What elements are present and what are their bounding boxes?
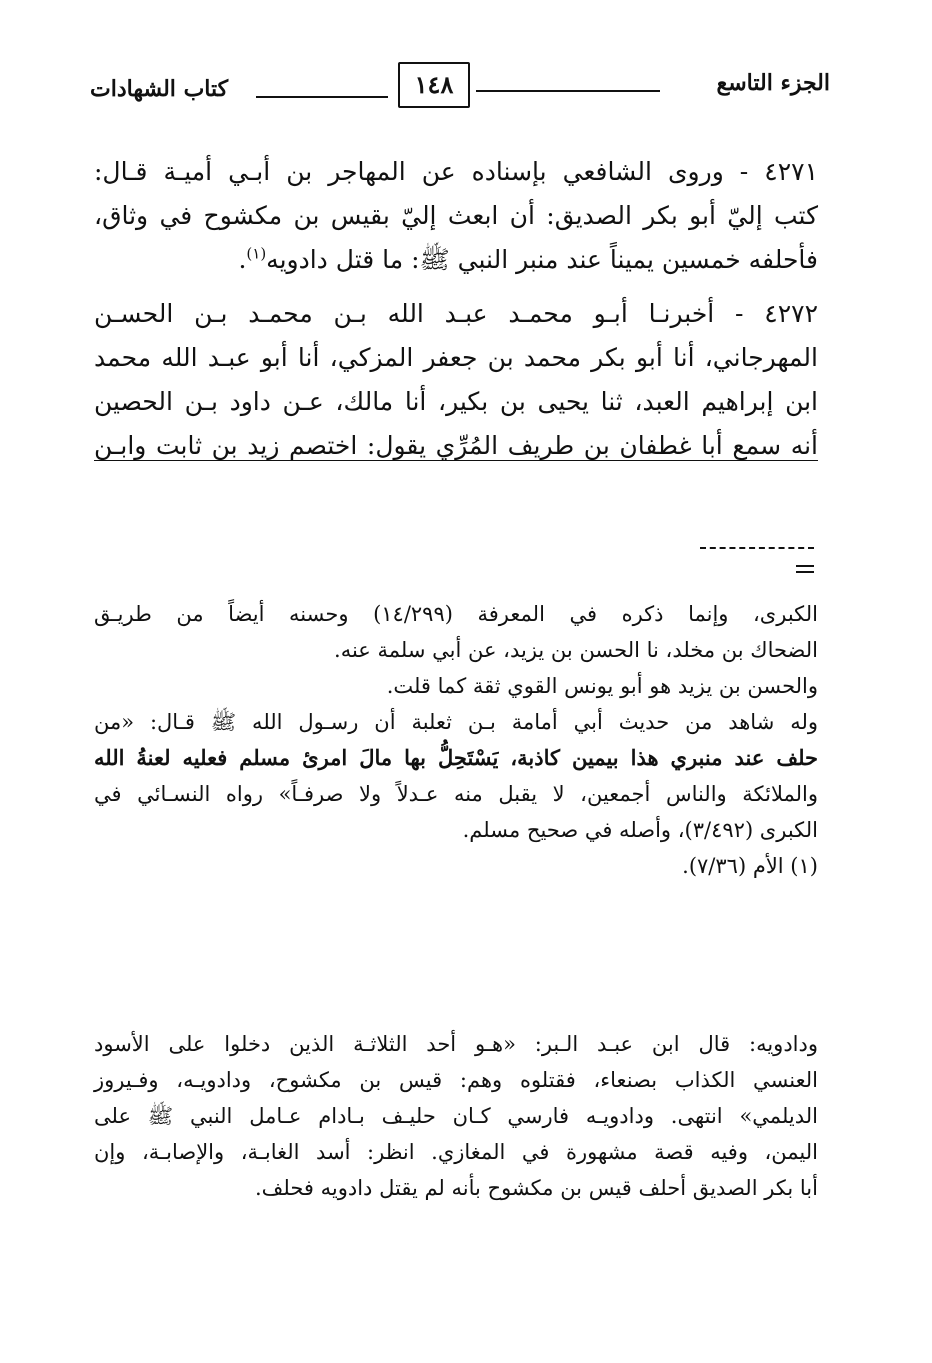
- volume-title: الجزء التاسع: [716, 70, 830, 96]
- footnote-marker: (١): [246, 244, 267, 263]
- equals-mark-bottom: [796, 571, 814, 573]
- footnote-rule: [700, 547, 814, 549]
- main-line-text: فأحلفه خمسين يميناً عند منبر النبي ﷺ: ما قتل دادويه: [266, 245, 818, 274]
- header-rule-left: [256, 96, 388, 98]
- note-line-bold: حلف عند منبري هذا بيمين كاذبة، يَسْتَحِلُّ بها مالَ امرئ مسلم فعليه لعنةُ الله: [94, 745, 818, 770]
- note-line: الكبرى، وإنما ذكره في المعرفة (١٤/٢٩٩) وحسنه أيضاً من طريـق: [94, 602, 818, 626]
- note-line: ودادويه: قال ابن عبـد الـبر: «هـو أحد الثلاثـة الذين دخلوا على الأسود: [94, 1032, 818, 1056]
- running-header: [90, 62, 830, 114]
- header-rule-right: [476, 90, 660, 92]
- note-line: الديلمي» انتهى. ودادويـه فارسي كـان حليـف بـادام عـامل النبي ﷺ على: [94, 1104, 818, 1128]
- note-line: العنسي الكذاب بصنعاء، فقتلوه وهم: قيس بن مكشوح، ودادويـه، وفـيروز: [94, 1068, 818, 1092]
- line-end-punctuation: .: [238, 245, 247, 274]
- note-line: الضحاك بن مخلد، نا الحسن بن يزيد، عن أبي سلمة عنه.: [334, 638, 818, 662]
- note-line: الكبرى (٣/٤٩٢)، وأصله في صحيح مسلم.: [462, 818, 818, 842]
- main-line: [94, 424, 818, 468]
- note-line: وله شاهد من حديث أبي أمامة بـن ثعلبة أن رسـول الله ﷺ قـال: «من: [94, 710, 818, 734]
- note-line: والملائكة والناس أجمعين، لا يقبل منه عـدلاً ولا صرفـاً» رواه النسـائي في: [94, 782, 818, 806]
- page-number: ١٤٨: [398, 62, 470, 108]
- note-dadawayh: [94, 1026, 818, 1206]
- note-line: اليمن، وفيه قصة مشهورة في المغازي. انظر: أسد الغابـة، والإصابـة، وإن: [94, 1140, 818, 1164]
- main-line: كتب إليّ أبو بكر الصديق: أن ابعث إليّ بقيس بن مكشوح في وثاق،: [94, 201, 818, 230]
- note-line: أبا بكر الصديق أحلف قيس بن مكشوح بأنه لم يقتل دادويه فحلف.: [254, 1176, 818, 1200]
- main-line: ابن إبراهيم العبد، ثنا يحيى بن بكير، أنا مالك، عـن داود بـن الحصين: [94, 387, 818, 416]
- main-line: ٤٢٧٢ - أخبرنـا أبـو محمـد عبـد الله بـن محمـد بـن الحسـن: [94, 299, 818, 328]
- footnotes-block: [94, 596, 818, 884]
- main-line: ٤٢٧١ - وروى الشافعي بإسناده عن المهاجر بن أبـي أميـة قـال:: [94, 157, 818, 186]
- main-line: [94, 238, 818, 282]
- footnote-reference: (١) الأم (٧/٣٦).: [682, 854, 818, 878]
- main-line: المهرجاني، أنا أبو بكر محمد بن جعفر المزكي، أنا أبو عبـد الله محمد: [94, 343, 818, 372]
- underlined-line-text: أنه سمع أبا غطفان بن طريف المُرِّي يقول: اختصم زيد بن ثابت وابـن: [94, 431, 818, 460]
- chapter-title: كتاب الشهادات: [90, 76, 229, 102]
- continuation-mark: [700, 547, 814, 577]
- main-text: [94, 150, 818, 468]
- note-line: والحسن بن يزيد هو أبو يونس القوي ثقة كما قلت.: [386, 674, 818, 698]
- equals-mark-top: [796, 565, 814, 567]
